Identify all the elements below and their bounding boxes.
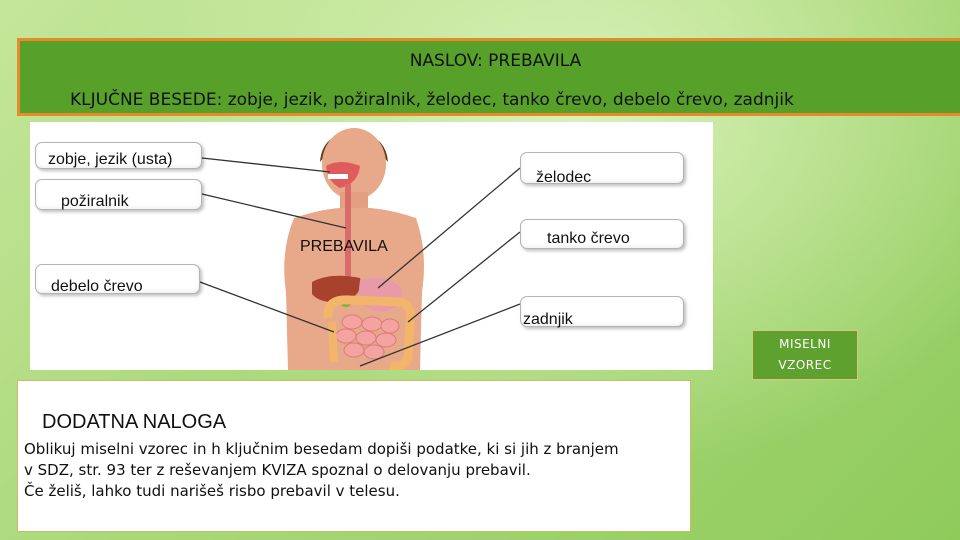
label-colon <box>35 264 200 294</box>
task-text <box>24 439 688 502</box>
badge-line-2: VZOREC <box>778 358 832 372</box>
label-stomach-text: želodec <box>536 169 592 186</box>
task-title: DODATNA NALOGA <box>42 411 227 433</box>
keywords-line: KLJUČNE BESEDE: zobje, jezik, požiralnik, želodec, tanko črevo, debelo črevo, zadnjik <box>70 90 794 110</box>
label-colon-text: debelo črevo <box>51 278 143 295</box>
title-banner <box>17 38 960 116</box>
task-line-3: Če želiš, lahko tudi narišeš risbo prebavil v telesu. <box>24 482 400 500</box>
slide-title: NASLOV: PREBAVILA <box>409 51 582 71</box>
label-small-intestine-text: tanko črevo <box>547 230 630 247</box>
center-label: PREBAVILA <box>300 238 388 255</box>
label-mouth-text: zobje, jezik (usta) <box>48 151 173 168</box>
task-line-2: v SDZ, str. 93 ter z reševanjem KVIZA spoznal o delovanju prebavil. <box>24 461 531 479</box>
mind-map-badge <box>752 330 858 380</box>
label-small-intestine <box>520 219 684 249</box>
badge-line-1: MISELNI <box>779 337 831 351</box>
task-line-1: Oblikuj miselni vzorec in h ključnim besedam dopiši podatke, ki si jih z branjem <box>24 440 619 458</box>
label-stomach <box>520 152 684 184</box>
teeth-shape <box>328 174 348 179</box>
label-mouth <box>35 142 202 169</box>
label-esophagus <box>35 179 202 210</box>
label-anus-text: zadnjik <box>523 311 573 328</box>
label-esophagus-text: požiralnik <box>61 193 129 210</box>
digestive-system-diagram <box>30 122 713 370</box>
rectum-shape <box>332 322 334 362</box>
label-anus <box>520 296 684 327</box>
extra-task-box <box>17 380 691 532</box>
